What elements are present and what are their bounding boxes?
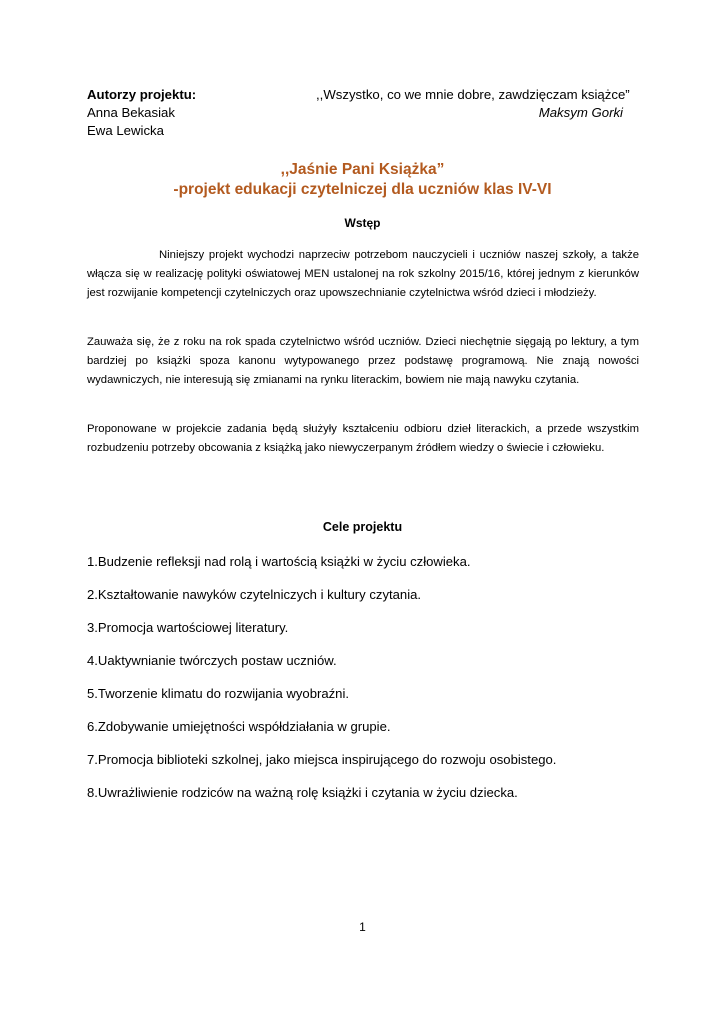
- page-number: 1: [359, 920, 366, 934]
- goal-item: 5.Tworzenie klimatu do rozwijania wyobraźni.: [87, 686, 349, 701]
- goal-item: 6.Zdobywanie umiejętności współdziałania w grupie.: [87, 719, 391, 734]
- goal-item: 2.Kształtowanie nawyków czytelniczych i kultury czytania.: [87, 587, 422, 602]
- document-subtitle: -projekt edukacji czytelniczej dla uczniów klas IV-VI: [173, 181, 552, 198]
- authors-label: Autorzy projektu:: [87, 87, 197, 102]
- epigraph-quote: ,,Wszystko, co we mnie dobre, zawdzięczam książce”: [316, 87, 630, 102]
- document-title: ,,Jaśnie Pani Książka”: [280, 161, 445, 178]
- goal-item: 4.Uaktywnianie twórczych postaw uczniów.: [87, 653, 337, 668]
- goal-item: 8.Uwrażliwienie rodziców na ważną rolę książki i czytania w życiu dziecka.: [87, 785, 518, 800]
- goal-item: 3.Promocja wartościowej literatury.: [87, 620, 289, 635]
- intro-paragraph: Proponowane w projekcie zadania będą służyły kształceniu odbioru dzieł literackich, a przede wszystkim rozbudzeniu potrzeby obcowania z książką jako niewyczerpanym źródłem wiedzy o świecie i człowieku.: [87, 423, 639, 454]
- goal-item: 1.Budzenie refleksji nad rolą i wartością książki w życiu człowieka.: [87, 554, 471, 569]
- author-name: Anna Bekasiak: [87, 105, 175, 120]
- goal-item: 7.Promocja biblioteki szkolnej, jako miejsca inspirującego do rozwoju osobistego.: [87, 752, 557, 767]
- author-name: Ewa Lewicka: [87, 123, 164, 138]
- intro-heading: Wstęp: [344, 216, 381, 230]
- intro-paragraph: Niniejszy projekt wychodzi naprzeciw potrzebom nauczycieli i uczniów naszej szkoły, a także włącza się w realizację polityki oświatowej MEN ustalonej na rok szkolny 2015/16, której jednym z kierunków jest rozwijanie kompetencji czytelniczych oraz upowszechnianie czytelnictwa wśród dzieci i młodzieży.: [87, 249, 639, 299]
- goals-list: [87, 550, 647, 814]
- intro-paragraph: Zauważa się, że z roku na rok spada czytelnictwo wśród uczniów. Dzieci niechętnie sięgają po lektury, a tym bardziej po książki spoza kanonu wytypowanego przez podstawę programową. Nie znają nowości wydawniczych, nie interesują się zmianami na rynku literackim, bowiem nie mają nawyku czytania.: [87, 336, 639, 386]
- epigraph-author: Maksym Gorki: [538, 105, 623, 120]
- goals-heading: Cele projektu: [322, 520, 403, 534]
